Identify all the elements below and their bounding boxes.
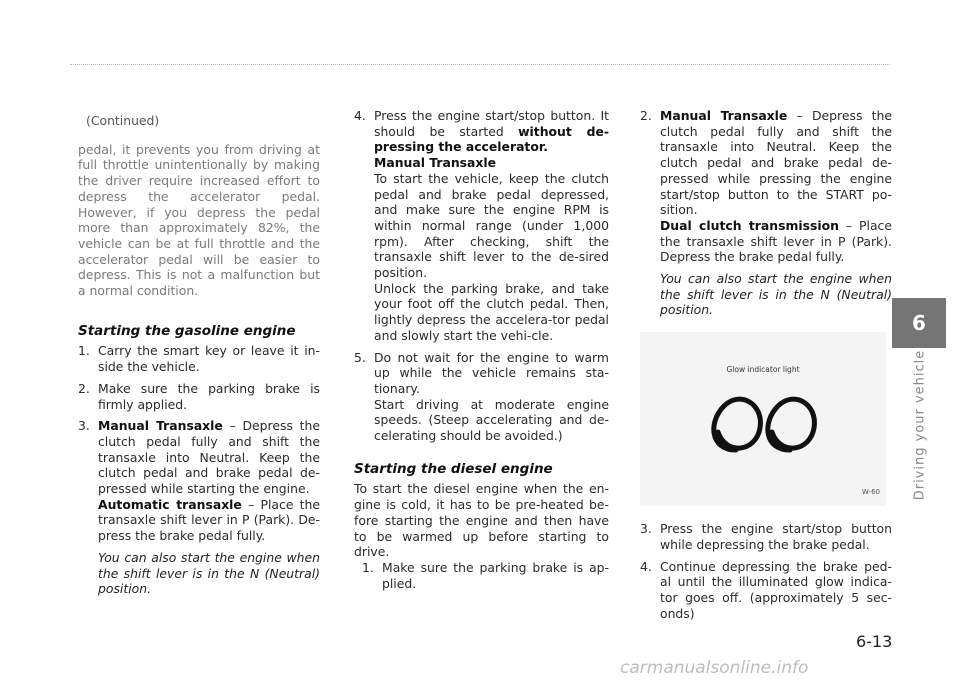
chapter-label: Driving your vehicle	[912, 349, 928, 501]
list-item	[640, 521, 892, 552]
section-heading-gasoline: Starting the gasoline engine	[78, 322, 296, 339]
item-text: Make sure the parking brake is ap-plied.	[382, 559, 609, 591]
chapter-tab[interactable]	[892, 298, 946, 348]
item-text: To start the vehicle, keep the clutch pedal and brake pedal depressed, and make sure the engine RPM is within normal range (under 1,000 rpm). After checking, shift the transaxle shift lever to the de-sired position.	[374, 170, 609, 281]
list-item	[78, 381, 320, 412]
item-number: 3.	[640, 521, 652, 537]
figure-caption: Glow indicator light	[726, 365, 800, 375]
item-text: Carry the smart key or leave it in-side the vehicle.	[98, 343, 320, 375]
top-divider	[70, 64, 890, 65]
watermark: carmanualsonline.info	[620, 658, 809, 678]
item-text: – Place the transaxle shift lever in P (Park). Depress the brake pedal fully.	[660, 217, 892, 265]
item-text: Continue depressing the brake ped-al until the illuminated glow indica-tor goes off. (approximately 5 sec-onds)	[660, 558, 892, 621]
item-number: 4.	[354, 108, 366, 123]
item-label: Manual Transaxle	[660, 108, 788, 123]
item-number: 2.	[640, 108, 652, 123]
column-left	[78, 108, 320, 603]
item-emphasis: without de-pressing the accelerator.	[374, 123, 609, 155]
list-item	[640, 559, 892, 622]
column-middle	[354, 108, 609, 597]
glow-indicator-figure	[640, 332, 886, 506]
list-item	[362, 560, 609, 591]
diesel-intro: To start the diesel engine when the en-gine is cold, it has to be pre-heated be-fore starting the engine and then have to be warmed up before starting to drive.	[354, 481, 609, 560]
continued-label: (Continued)	[86, 113, 160, 128]
note-text: You can also start the engine when the shift lever is in the N (Neutral) position.	[98, 549, 320, 597]
note-text: You can also start the engine when the shift lever is in the N (Neutral) position.	[660, 271, 892, 318]
item-text: – Depress the clutch pedal fully and shift the transaxle into Neutral. Keep the clutch pedal and brake pedal de-pressed while starting the engine.	[98, 418, 320, 497]
list-item	[640, 108, 892, 318]
item-text: Press the engine start/stop button while depressing the brake pedal.	[660, 521, 892, 552]
section-heading-diesel: Starting the diesel engine	[354, 460, 553, 477]
glow-indicator-icon	[640, 332, 886, 506]
item-text: Unlock the parking brake, and take your foot off the clutch pedal. Then, lightly depress the accelera-tor pedal and slowly start the vehi-cle.	[374, 280, 609, 343]
item-text: Make sure the parking brake is firmly applied.	[98, 380, 320, 412]
intro-paragraph: pedal, it prevents you from driving at full throttle unintentionally by making the driver require increased effort to depress the accelerator pedal. However, if you depress the pedal more than approximately 82%, the vehicle can be at full throttle and the accelerator pedal will be easier to depress. This is not a malfunction but a normal condition.	[78, 141, 320, 299]
item-label: Automatic transaxle	[98, 496, 242, 512]
list-item	[354, 350, 609, 444]
item-text: – Depress the clutch pedal fully and shift the transaxle into Neutral. Keep the clutch pedal and brake pedal de-pressed while pressing the engine start/stop button to the START po-sition.	[660, 108, 892, 218]
item-number: 1.	[78, 343, 90, 359]
item-label: Dual clutch transmission	[660, 217, 839, 233]
item-number: 1.	[362, 559, 374, 575]
item-text: Start driving at moderate engine speeds. (Steep accelerating and de-celerating should be avoided.)	[374, 396, 609, 444]
item-number: 3.	[78, 418, 90, 434]
item-text: Do not wait for the engine to warm up while the vehicle remains sta-tionary.	[374, 349, 609, 396]
figure-code: W-60	[861, 488, 880, 497]
list-item	[78, 418, 320, 597]
item-number: 2.	[78, 380, 90, 396]
item-text: – Place the transaxle shift lever in P (Park). De-press the brake pedal fully.	[98, 496, 320, 544]
column-right	[640, 108, 892, 627]
page-number: 6-13	[856, 632, 893, 651]
sub-heading: Manual Transaxle	[374, 155, 497, 171]
item-number: 4.	[640, 558, 652, 574]
chapter-number: 6	[912, 311, 926, 335]
item-label: Manual Transaxle	[98, 418, 223, 434]
item-text: Press the engine start/stop button. It should be started	[374, 108, 609, 139]
list-item	[354, 108, 609, 344]
list-item	[78, 343, 320, 374]
item-number: 5.	[354, 349, 366, 365]
